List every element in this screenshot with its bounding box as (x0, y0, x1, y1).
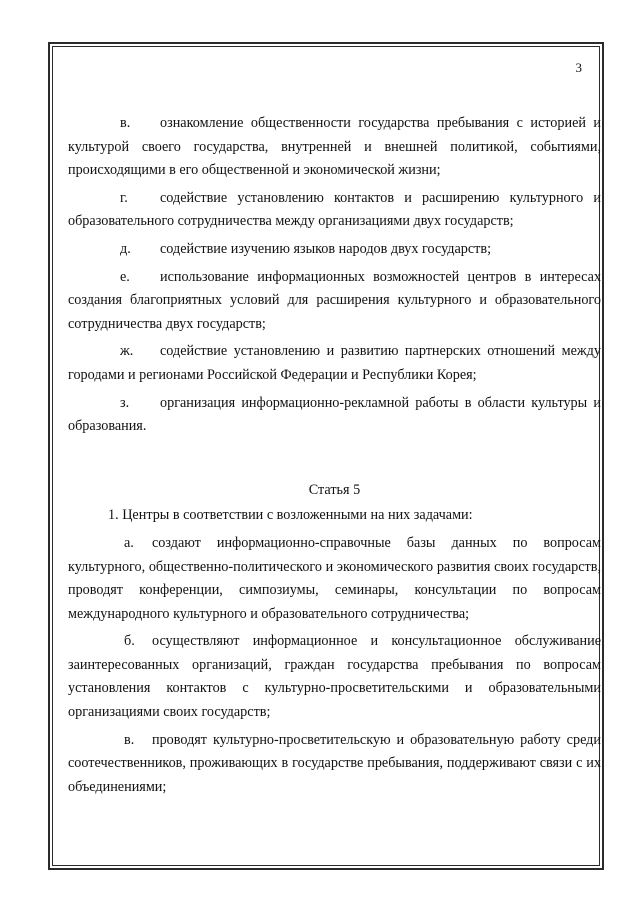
list-item-g (68, 187, 601, 234)
list-item-zh (68, 340, 601, 387)
list-item-v (68, 112, 601, 183)
page-number: 3 (575, 60, 582, 75)
list-marker: в. (120, 115, 131, 131)
list-item-text: проводят культурно-просветительскую и образовательную работу среди соотечественников, проживающих в государстве пребывания, поддерживают связи с их объединениями; (68, 731, 601, 795)
list-item-b (68, 630, 601, 724)
list-item-text: содействие установлению и развитию партнерских отношений между городами и регионами Российской Федерации и Республики Корея; (68, 343, 601, 383)
list-item-a (68, 532, 601, 626)
list-item-text: осуществляют информационное и консультационное обслуживание заинтересованных организаций, граждан государства пребывания по вопросам установления контактов с культурно-просветительскими и образовательными организациями своих государств; (68, 633, 601, 721)
list-marker: е. (120, 268, 130, 285)
list-item-d (68, 238, 601, 262)
article-title: Статья 5 (308, 481, 361, 498)
list-item-text: содействие изучению языков народов двух государств; (160, 240, 492, 257)
list-marker: ж. (120, 343, 134, 360)
list-marker: г. (120, 189, 128, 206)
list-item-text: использование информационных возможностей центров в интересах создания благоприятных условий для расширения культурного и образовательного сотрудничества двух государств; (68, 268, 601, 332)
list-marker: в. (124, 731, 135, 748)
list-item-text: содействие установлению контактов и расширению культурного и образовательного сотрудничества между организациями двух государств; (68, 189, 601, 230)
list-marker: а. (124, 534, 134, 551)
document-body (68, 112, 601, 803)
list-marker: з. (120, 394, 130, 411)
list-item-text: создают информационно-справочные базы данных по вопросам культурного, общественно-политического и экономического развития своих государств, проводят конференции, симпозиумы, семинары, консультации по вопросам международного культурного и образовательного сотрудничества; (68, 534, 601, 622)
list-marker: д. (120, 240, 131, 257)
list-item-v2 (68, 729, 601, 800)
list-item-e (68, 266, 601, 337)
list-marker: б. (124, 633, 135, 650)
list-item-z (68, 392, 601, 439)
list-item-text: организация информационно-рекламной работы в области культуры и образования. (68, 394, 601, 435)
clause-1: 1. Центры в соответствии с возложенными на них задачами: (108, 507, 473, 524)
list-item-text: ознакомление общественности государства пребывания с историей и культурой своего государства, внутренней и внешней политикой, событиями, происходящими в его общественной и экономической жизни; (68, 115, 601, 179)
